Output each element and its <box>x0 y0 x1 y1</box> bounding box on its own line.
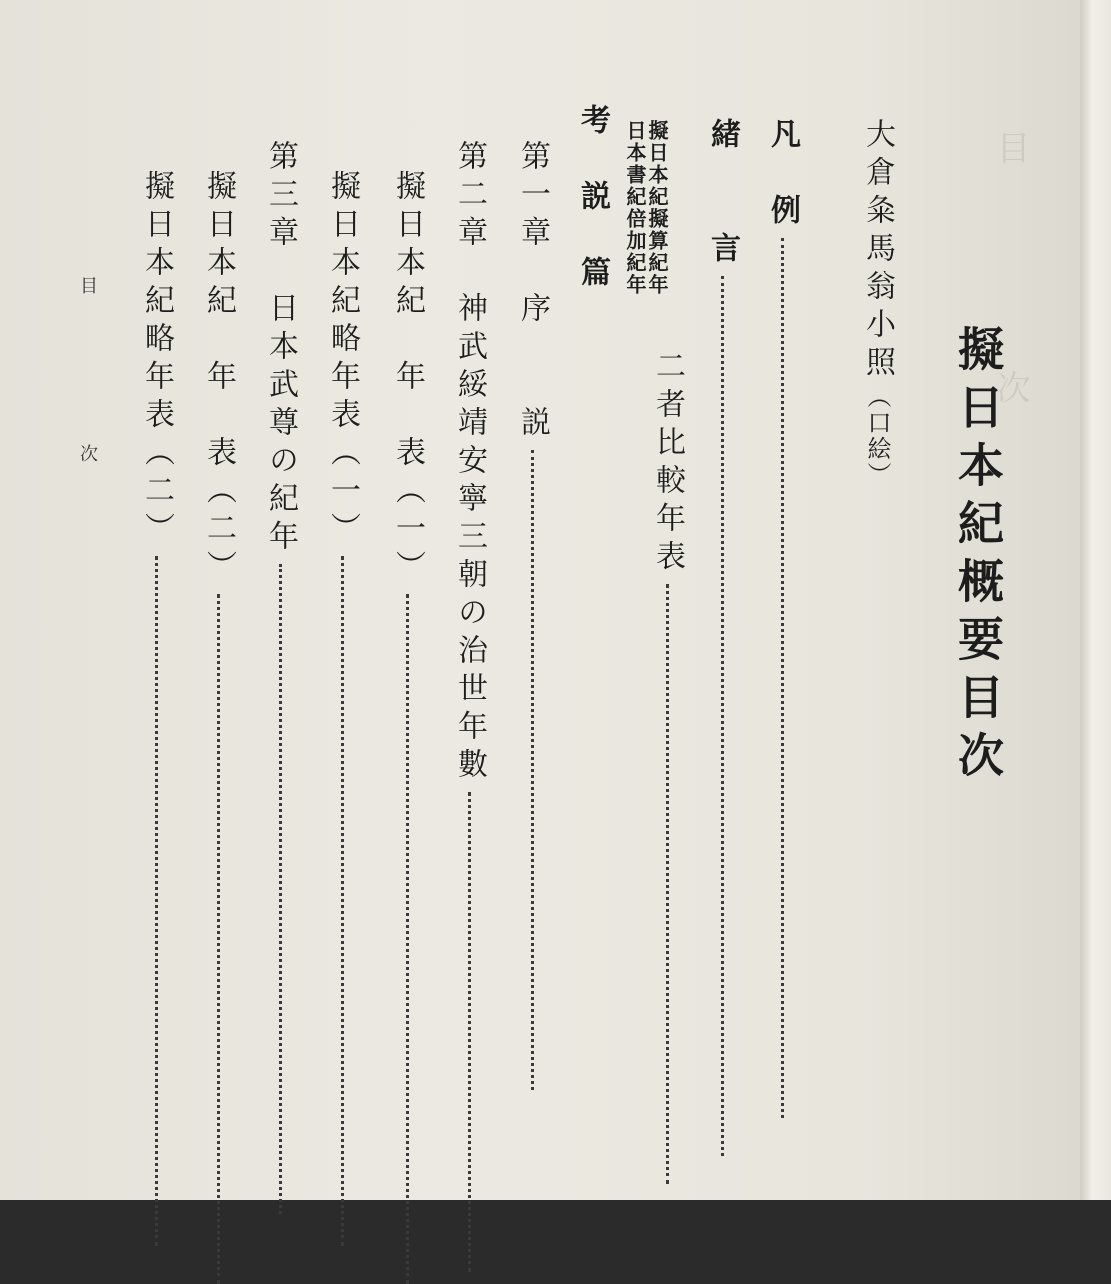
compare-small-labels-2 <box>646 120 668 296</box>
running-head-tsugi: 次 <box>80 444 98 465</box>
page-edge <box>1080 0 1111 1200</box>
portrait-text: 大倉粂馬翁小照 <box>860 118 895 384</box>
running-head-me: 目 <box>80 276 98 297</box>
compare-small-2: 擬日本紀擬算紀年 <box>645 120 669 296</box>
toc-title: 擬日本紀概要目次 <box>951 325 1005 789</box>
leader-dots <box>781 238 784 1118</box>
hanrei-label: 凡 例 <box>765 118 800 232</box>
leader-dots <box>341 556 344 1246</box>
toc-entry-shogen <box>700 118 744 1198</box>
toc-entry-hanrei <box>760 118 804 1198</box>
compare-main-label: 二者比較年表 <box>650 350 685 578</box>
toc-entry-ch3-sub2 <box>134 170 178 1200</box>
ch3-sub-label: 擬日本紀 年 表（二） <box>201 170 236 588</box>
toc-entry-ch1 <box>510 140 554 1200</box>
leader-dots <box>468 792 471 1272</box>
leader-dots <box>279 564 282 1214</box>
toc-entry-portrait <box>855 118 899 488</box>
toc-entry-ch2-sub2 <box>320 170 364 1200</box>
toc-entry-ch3 <box>258 140 302 1200</box>
toc-entry-ch2-sub <box>385 170 429 1200</box>
ch2-sub2-label: 擬日本紀略年表（一） <box>325 170 360 550</box>
shogen-label: 緒 言 <box>705 118 740 270</box>
leader-dots <box>531 450 534 1090</box>
leader-dots <box>217 594 220 1284</box>
leader-dots <box>666 584 669 1184</box>
part-kosetsu: 考 説 篇 <box>575 104 610 294</box>
ch2-label: 第二章 神武綏靖安寧三朝の治世年數 <box>452 140 487 786</box>
leader-dots <box>721 276 724 1156</box>
ch3-sub2-label: 擬日本紀略年表（二） <box>139 170 174 550</box>
toc-entry-ch3-sub <box>196 170 240 1200</box>
toc-entry-compare <box>645 350 689 1200</box>
ch3-label: 第三章 日本武尊の紀年 <box>263 140 298 558</box>
toc-entry-ch2 <box>447 140 491 1200</box>
compare-small-labels <box>624 120 646 296</box>
leader-dots <box>155 556 158 1246</box>
ch2-sub-label: 擬日本紀 年 表（一） <box>390 170 425 588</box>
portrait-paren: （口絵） <box>863 384 891 488</box>
bleed-through-text: 目 次 <box>990 130 1030 410</box>
compare-small-1: 日本書紀倍加紀年 <box>623 120 647 296</box>
ch1-label: 第一章 序 説 <box>515 140 550 444</box>
leader-dots <box>406 594 409 1284</box>
